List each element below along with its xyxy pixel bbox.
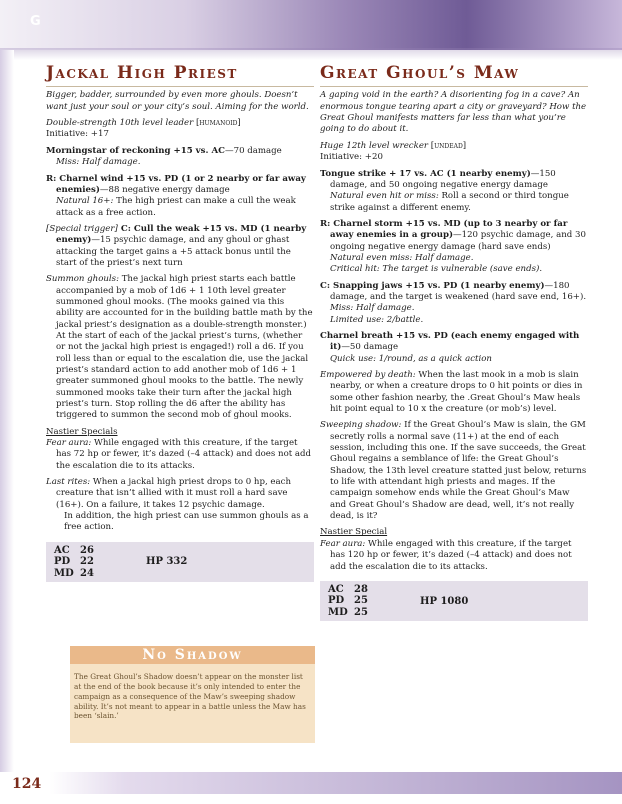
- attack-snapping-jaws: C: Snapping jaws +15 vs. PD (1 nearby enemy)—180 damage, and the target is weakened (hard save end, 16+). Miss: Half damage. Limited use: 2/battle.: [320, 280, 587, 325]
- ability-addition: In addition, the high priest can use summon ghouls as a free action.: [64, 511, 309, 533]
- ability-fear-aura: Fear aura: While engaged with this creature, if the target has 72 hp or fewer, it’s dazed (–4 attack) and does not add the escalation die to its attacks.: [46, 438, 312, 471]
- hp-value: HP 332: [146, 556, 188, 568]
- ability-empowered-by-death: Empowered by death: When the last mook in a mob is slain nearby, or when a creature drops to 0 hit points or dies in some other fashion nearby, the .Great Ghoul’s Maw heals hit point equal to 10 x the creature (or mob’s) level.: [320, 370, 583, 415]
- ability-fear-aura: Fear aura: While engaged with this creature, if the target has 120 hp or fewer, it’s dazed (–4 attack) and does not add the escalation die to its attacks.: [320, 538, 572, 572]
- flavor-text: Bigger, badder, surrounded by even more ghouls. Doesn’t want just your soul or your city’s soul. Aiming for the world.: [46, 90, 309, 112]
- right-column: [320, 58, 588, 627]
- initiative: Initiative: +17: [46, 129, 109, 140]
- attack-morningstar: Morningstar of reckoning +15 vs. AC—70 damage Miss: Half damage.: [46, 145, 282, 168]
- ability-summon-ghouls: Summon ghouls: The jackal high priest starts each battle accompanied by a mob of 1d6 + 1 10th level greater summoned ghoul mooks. (The mooks gained via this ability are accounted for in the building battle math by the jackal priest’s designation as a double-strength monster.) At the start of each of the jackal priest’s turns, (whether or not the jackal high priest is engaged!) roll a d6. If you roll less than or equal to the escalation die, use the jackal priest’s standard action to add another mob of 1d6 + 1 greater summoned ghoul mooks to the battle. The newly summoned mooks take their turn after the jackal high priest’s turn. Stop rolling the d6 after the ability has triggered to summon the second mob of ghoul mooks.: [46, 274, 313, 421]
- md-value: 24: [80, 567, 94, 579]
- monster-title: Great Ghoul’s Maw: [320, 62, 588, 87]
- sidebar-title: No Shadow: [70, 646, 315, 664]
- pd-value: 25: [354, 595, 368, 607]
- ac-value: 26: [80, 544, 94, 556]
- type-line: Huge 12th level wrecker [undead]: [320, 140, 467, 151]
- attack-charnel-breath: Charnel breath +15 vs. PD (each enemy engaged with it)—50 damage Quick use: 1/round, as a quick action: [320, 330, 580, 364]
- monster-title: Jackal High Priest: [46, 62, 314, 87]
- attack-charnel-wind: R: Charnel wind +15 vs. PD (1 or 2 nearby or far away enemies)—88 negative energy damage Natural 16+: The high priest can make a cull the weak attack as a free action.: [46, 173, 306, 218]
- left-column: [46, 58, 314, 588]
- defense-stat-box: AC 28 PD 25 MD 25 HP 1080: [320, 581, 588, 622]
- ac-value: 28: [354, 583, 368, 595]
- attack-tongue-strike: Tongue strike + 17 vs. AC (1 nearby enemy)—150 damage, and 50 ongoing negative energy damage Natural even hit or miss: Roll a second or third tongue strike against a different enemy.: [320, 168, 569, 213]
- nastier-specials-heading: Nastier Specials: [46, 426, 118, 437]
- md-value: 25: [354, 606, 368, 618]
- page-number: 124: [12, 776, 42, 792]
- initiative: Initiative: +20: [320, 152, 383, 163]
- footer-bar: [0, 772, 622, 794]
- nastier-special-heading: Nastier Special: [320, 527, 388, 538]
- type-line: Double-strength 10th level leader [humanoid]: [46, 118, 241, 129]
- ability-sweeping-shadow: Sweeping shadow: If the Great Ghoul’s Maw is slain, the GM secretly rolls a normal save (11+) at the end of each session, including this one. If the save succeeds, the Great Ghoul regains a semblance of life: the Great Ghoul’s Shadow, the 13th level creature statted just below, returns to life with attendant high priests and mages. If the campaign somehow ends while the Great Ghoul’s Maw and Great Ghoul’s Shadow are dead, well, it’s not really dead, is it?: [320, 420, 587, 522]
- left-edge-decoration: [0, 50, 14, 790]
- attack-cull-the-weak: [Special trigger] C: Cull the weak +15 vs. MD (1 nearby enemy)—15 psychic damage, and any ghoul or ghast attacking the target gains a +5 attack bonus until the start of the priest’s next turn: [46, 223, 307, 268]
- ability-last-rites: Last rites: When a jackal high priest drops to 0 hp, each creature that isn’t allied with it must roll a hard save (16+). On a failure, it takes 12 psychic damage.: [46, 477, 291, 510]
- header-banner: [0, 0, 622, 50]
- sidebar-text: The Great Ghoul’s Shadow doesn’t appear on the monster list at the end of the book because it’s only intended to enter the campaign as a consequence of the Maw’s sweeping shadow ability. It’s not meant to appear in a battle unless the Maw has been ‘slain.’: [74, 672, 306, 721]
- attack-charnel-storm: R: Charnel storm +15 vs. MD (up to 3 nearby or far away enemies in a group)—120 psychic damage, and 30 ongoing negative energy damage (hard save ends) Natural even miss: Half damage. Critical hit: The target is vulnerable (save ends).: [320, 218, 586, 275]
- section-letter: G: [30, 14, 41, 29]
- defense-stat-box: AC 26 PD 22 MD 24 HP 332: [46, 542, 314, 583]
- pd-value: 22: [80, 556, 94, 568]
- flavor-text: A gaping void in the earth? A disorienting fog in a cave? An enormous tongue tearing apart a city or graveyard? How the Great Ghoul manifests matters far less than what you’re going to do about it.: [320, 90, 587, 135]
- hp-value: HP 1080: [420, 595, 469, 607]
